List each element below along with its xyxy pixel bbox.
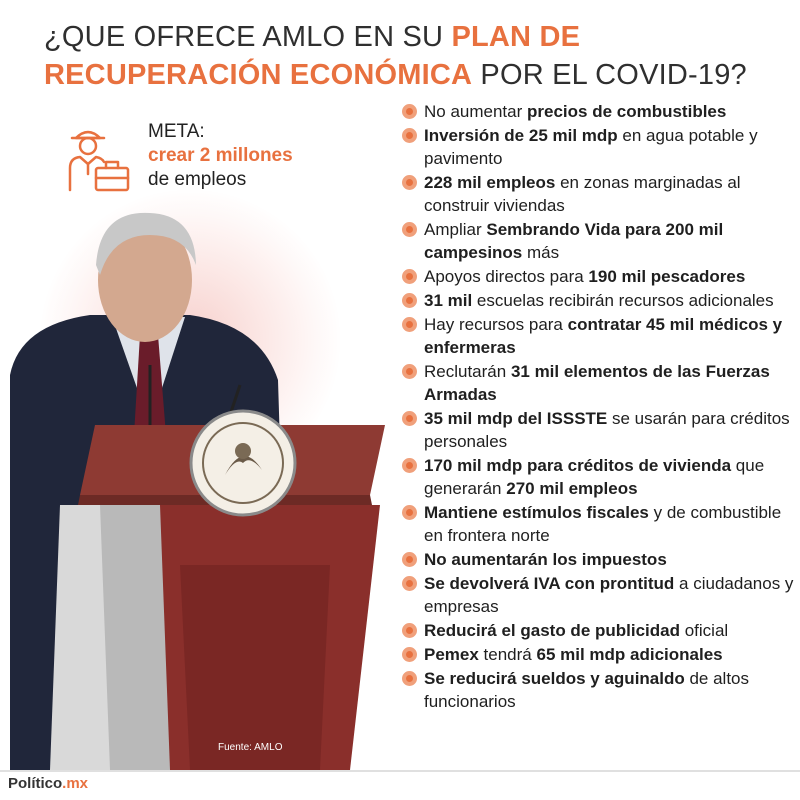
list-item bbox=[400, 171, 795, 217]
item-text: a ciudadanos y empresas bbox=[424, 574, 794, 616]
list-item bbox=[400, 218, 795, 264]
item-text: escuelas recibirán recursos adicionales bbox=[472, 291, 774, 310]
bullet-icon bbox=[402, 317, 417, 332]
meta-label: META: bbox=[148, 121, 205, 142]
list-item bbox=[400, 667, 795, 713]
bullet-icon bbox=[402, 104, 417, 119]
item-text-bold: contratar 45 mil médicos y enfermeras bbox=[424, 315, 783, 357]
logo-name: Político bbox=[8, 775, 63, 792]
bullet-icon bbox=[402, 128, 417, 143]
list-item bbox=[400, 289, 795, 312]
item-text: que generarán bbox=[424, 456, 765, 498]
list-item bbox=[400, 360, 795, 406]
item-text-bold: Se reducirá sueldos y aguinaldo bbox=[424, 669, 685, 688]
logo-suffix: .mx bbox=[62, 775, 89, 792]
title-part-2: POR EL COVID-19? bbox=[472, 59, 747, 91]
brand-logo[interactable] bbox=[8, 775, 88, 792]
title-highlight: PLAN DE RECUPERACIÓN ECONÓMICA bbox=[44, 21, 581, 91]
item-text: de altos funcionarios bbox=[424, 669, 750, 711]
item-text: en zonas marginadas al construir viviendas bbox=[424, 173, 741, 215]
item-text-bold: 35 mil mdp del ISSSTE bbox=[424, 409, 608, 428]
item-text-bold: 228 mil empleos bbox=[424, 173, 556, 192]
title-part-1: ¿QUE OFRECE AMLO EN SU bbox=[44, 21, 452, 53]
bullet-icon bbox=[402, 293, 417, 308]
item-text-bold: 190 mil pescadores bbox=[588, 267, 746, 286]
footer-divider bbox=[0, 770, 800, 772]
item-text-bold: Sembrando Vida para 200 mil campesinos bbox=[424, 220, 724, 262]
item-text-bold: 31 mil bbox=[424, 291, 473, 310]
list-item bbox=[400, 265, 795, 288]
bullet-icon bbox=[402, 269, 417, 284]
item-text-bold: 31 mil elementos de las Fuerzas Armadas bbox=[424, 362, 770, 404]
bullet-icon bbox=[402, 623, 417, 638]
item-text-bold: No aumentarán los impuestos bbox=[424, 550, 667, 569]
bullet-icon bbox=[402, 671, 417, 686]
bullet-icon bbox=[402, 552, 417, 567]
list-item bbox=[400, 100, 795, 123]
source-note: Fuente: AMLO bbox=[218, 742, 283, 753]
worker-with-briefcase-icon bbox=[66, 124, 134, 194]
bullet-icon bbox=[402, 505, 417, 520]
list-item bbox=[400, 407, 795, 453]
item-text: se usarán para créditos personales bbox=[424, 409, 790, 451]
item-text-bold: 170 mil mdp para créditos de vivienda bbox=[424, 456, 732, 475]
bullet-icon bbox=[402, 364, 417, 379]
item-text-bold: 270 mil empleos bbox=[506, 479, 638, 498]
speaker-at-podium-photo bbox=[0, 205, 400, 770]
item-text: Reclutarán bbox=[424, 362, 511, 381]
item-text: y de combustible en frontera norte bbox=[424, 503, 782, 545]
meta-rest: de empleos bbox=[148, 169, 247, 190]
bullet-icon bbox=[402, 175, 417, 190]
meta-block bbox=[148, 120, 293, 192]
list-item bbox=[400, 619, 795, 642]
item-text-bold: Inversión de 25 mil mdp bbox=[424, 126, 618, 145]
item-text: Ampliar bbox=[424, 220, 487, 239]
item-text-bold: 65 mil mdp adicionales bbox=[536, 645, 723, 664]
list-item bbox=[400, 643, 795, 666]
bullet-icon bbox=[402, 411, 417, 426]
list-item bbox=[400, 572, 795, 618]
item-text: Hay recursos para bbox=[424, 315, 568, 334]
list-item bbox=[400, 454, 795, 500]
list-item bbox=[400, 501, 795, 547]
item-text-bold: Pemex bbox=[424, 645, 479, 664]
list-item bbox=[400, 124, 795, 170]
bullet-icon bbox=[402, 458, 417, 473]
meta-highlight: crear 2 millones bbox=[148, 145, 293, 166]
bullet-icon bbox=[402, 576, 417, 591]
list-item bbox=[400, 313, 795, 359]
item-text: oficial bbox=[680, 621, 729, 640]
item-text: más bbox=[522, 243, 560, 262]
item-text: No aumentar bbox=[424, 102, 527, 121]
bullet-icon bbox=[402, 222, 417, 237]
measures-list bbox=[400, 100, 795, 714]
item-text-bold: precios de combustibles bbox=[527, 102, 727, 121]
list-item bbox=[400, 548, 795, 571]
item-text: en agua potable y pavimento bbox=[424, 126, 758, 168]
page-title bbox=[44, 18, 774, 94]
item-text: Apoyos directos para bbox=[424, 267, 589, 286]
bullet-icon bbox=[402, 647, 417, 662]
item-text-bold: Se devolverá IVA con prontitud bbox=[424, 574, 675, 593]
item-text: tendrá bbox=[478, 645, 537, 664]
item-text-bold: Mantiene estímulos fiscales bbox=[424, 503, 649, 522]
item-text-bold: Reducirá el gasto de publicidad bbox=[424, 621, 680, 640]
